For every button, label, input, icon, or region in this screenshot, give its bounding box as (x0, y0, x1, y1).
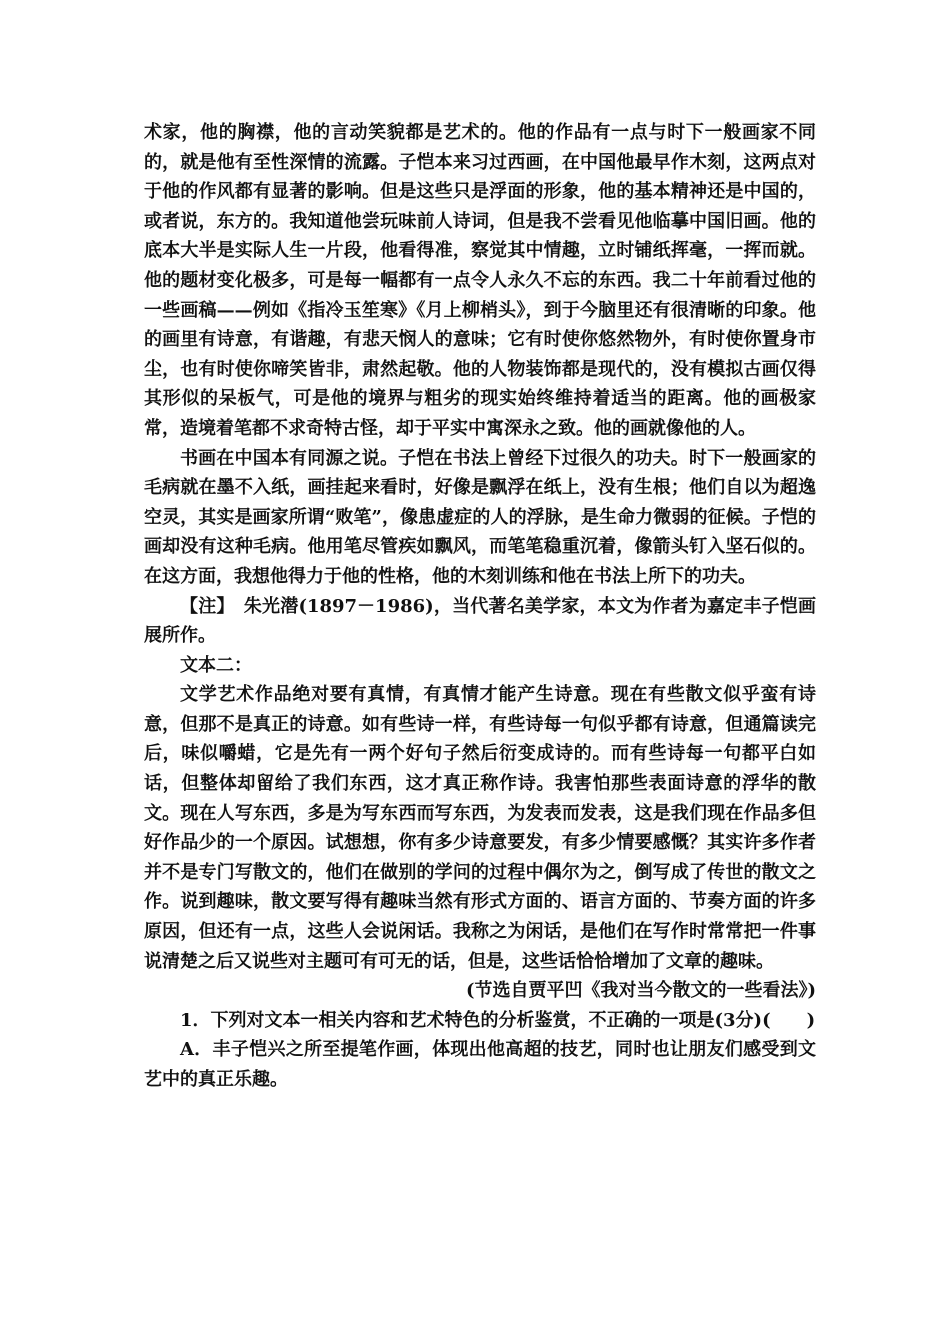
text-one-note (144, 592, 816, 651)
text-two-source: (节选自贾平凹《我对当今散文的一些看法》) (465, 980, 816, 1002)
question-1-stem: 1．下列对文本一相关内容和艺术特色的分析鉴赏，不正确的一项是(3分)( ) (180, 1009, 816, 1031)
text-one-paragraph-1: 术家，他的胸襟，他的言动笑貌都是艺术的。他的作品有一点与时下一般画家不同的，就是他有至性深情的流露。子恺本来习过西画，在中国他最早作木刻，这两点对于他的作风都有显著的影响。但是这些只是浮面的形象，他的基本精神还是中国的，或者说，东方的。我知道他尝玩味前人诗词，但是我不尝看见他临摹中国旧画。他的底本大半是实际人生一片段，他看得准，察觉其中情趣，立时铺纸挥毫，一挥而就。他的题材变化极多，可是每一幅都有一点令人永久不忘的东西。我二十年前看过他的一些画稿——例如《指冷玉笙寒》《月上柳梢头》，到于今脑里还有很清晰的印象。他的画里有诗意，有谐趣，有悲天悯人的意味；它有时使你悠然物外，有时使你置身市尘，也有时使你啼笑皆非，肃然起敬。他的人物装饰都是现代的，没有模拟古画仅得其形似的呆板气，可是他的境界与粗劣的现实始终维持着适当的距离。他的画极家常，造境着笔都不求奇特古怪，却于平实中寓深永之致。他的画就像他的人。 (144, 122, 816, 439)
document-page (144, 118, 816, 1095)
question-1-option-a: A．丰子恺兴之所至提笔作画，体现出他高超的技艺，同时也让朋友们感受到文艺中的真正乐趣。 (144, 1039, 816, 1090)
text-one-paragraph-2: 书画在中国本有同源之说。子恺在书法上曾经下过很久的功夫。时下一般画家的毛病就在墨不入纸，画挂起来看时，好像是飘浮在纸上，没有生根；他们自以为超逸空灵，其实是画家所谓“败笔”，像患虚症的人的浮脉，是生命力微弱的征候。子恺的画却没有这种毛病。他用笔尽管疾如飘风，而笔笔稳重沉着，像箭头钉入坚石似的。在这方面，我想他得力于他的性格，他的木刻训练和他在书法上所下的功夫。 (144, 447, 816, 587)
note-label: 【注】 (180, 595, 226, 617)
text-two-paragraph-1: 文学艺术作品绝对要有真情，有真情才能产生诗意。现在有些散文似乎蛮有诗意，但那不是真正的诗意。如有些诗一样，有些诗每一句似乎都有诗意，但通篇读完后，味似嚼蜡，它是先有一两个好句子然后衍变成诗的。而有些诗每一句都平白如话，但整体却留给了我们东西，这才真正称作诗。我害怕那些表面诗意的浮华的散文。现在人写东西，多是为写东西而写东西，为发表而发表，这是我们现在作品多但好作品少的一个原因。试想想，你有多少诗意要发，有多少情要感慨？其实许多作者并不是专门写散文的，他们在做别的学问的过程中偶尔为之，倒写成了传世的散文之作。说到趣味，散文要写得有趣味当然有形式方面的、语言方面的、节奏方面的许多原因，但还有一点，这些人会说闲话。我称之为闲话，是他们在写作时常常把一件事说清楚之后又说些对主题可有可无的话，但是，这些话恰恰增加了文章的趣味。 (144, 684, 816, 972)
note-text: 朱光潜(1897－1986)，当代著名美学家，本文为作者为嘉定丰子恺画展所作。 (144, 595, 816, 647)
text-two-heading: 文本二： (180, 654, 252, 676)
